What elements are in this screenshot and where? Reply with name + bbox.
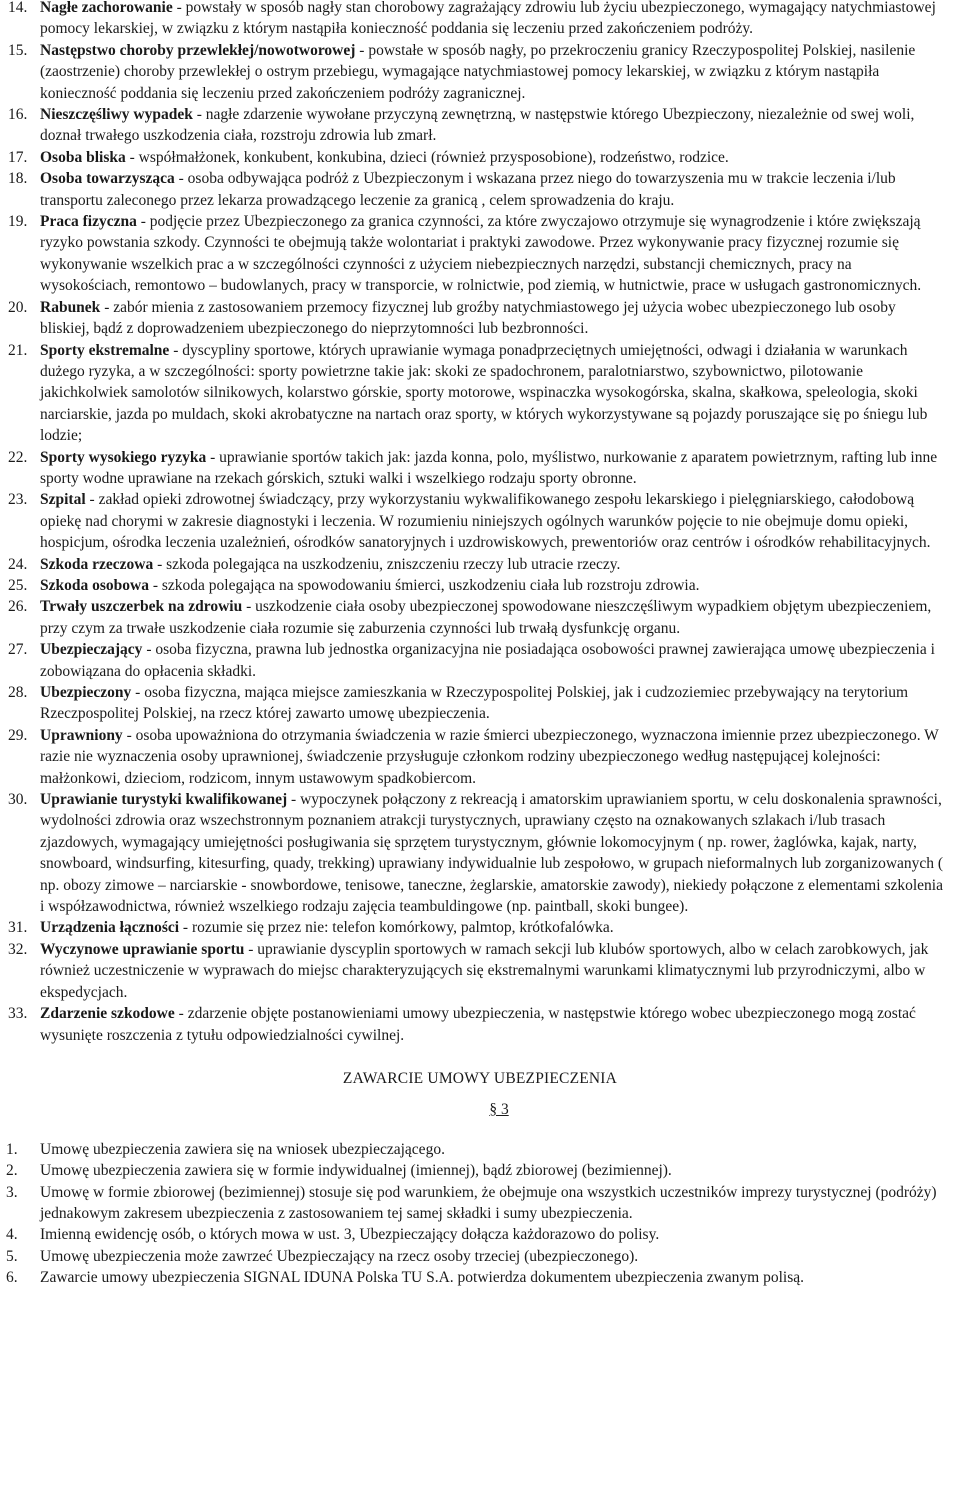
definition-item: [0, 40, 960, 104]
definition-item: [0, 725, 960, 789]
clause-text: Umowę w formie zbiorowej (bezimiennej) stosuje się pod warunkiem, że obejmuje ona wszystkich uczestników imprezy turystycznej (podróży) jednakowym zakresem ubezpieczenia z zastosowaniem tej samej składki i sumy ubezpieczenia.: [40, 1183, 937, 1222]
item-number: 29.: [8, 726, 28, 744]
term-separator: -: [355, 41, 369, 59]
definition-term: Osoba bliska: [40, 148, 126, 166]
term-separator: -: [287, 791, 301, 809]
definition-term: Urządzenia łączności: [40, 919, 180, 937]
definition-text: podjęcie przez Ubezpieczonego za granica czynności, za które zwyczajowo otrzymuje się wynagrodzenie i które zwiększają ryzyko powstania szkody. Czynności te obejmują także wolontariat i praktyki zawodowe. Przez wykonywanie pracy fizycznej rozumie się wykonywanie wszelkich prac a w szczególności czynności z użyciem niebezpiecznych narzędzi, substancji chemicznych, pracy na wysokościach, remontowo – budowlanych, pracy w transporcie, w rolnictwie, pod ziemią, w hutnictwie, prace w usługach gastronomicznych.: [40, 213, 922, 295]
term-separator: -: [206, 448, 220, 466]
clause-number: 3.: [6, 1183, 18, 1201]
clause-number: 6.: [6, 1269, 18, 1287]
clause-number: 4.: [6, 1226, 18, 1244]
definition-text: nagłe zdarzenie wywołane przyczyną zewnętrzną, w następstwie którego Ubezpieczony, niezależnie od swej woli, doznał trwałego uszkodzenia ciała, rozstroju zdrowia lub zmarł.: [40, 106, 915, 145]
definition-item: [0, 104, 960, 147]
item-number: 25.: [8, 576, 28, 594]
definition-text: uprawianie dyscyplin sportowych w ramach sekcji lub klubów sportowych, albo w celach zarobkowych, jak również uczestniczenie w wyprawach do miejsc charakteryzujących się ekstremalnymi warunkami klimatycznymi lub przyrodniczymi, albo w ekspedycjach.: [40, 940, 929, 1001]
definition-term: Szpital: [40, 491, 86, 509]
term-separator: -: [136, 213, 150, 231]
definition-text: szkoda polegająca na spowodowaniu śmierci, uszkodzeniu ciała lub rozstroju zdrowia.: [161, 576, 700, 594]
definition-text: osoba upoważniona do otrzymania świadczenia w razie śmierci ubezpieczonego, wyznaczona imiennie przez ubezpieczonego. W razie nie wyznaczenia osoby uprawnionej, świadczenie przysługuje członkom rodziny ubezpieczonego według następującej kolejności: małżonkowi, dzieciom, rodzicom, innym ustawowym spadkobiercom.: [40, 726, 939, 787]
definition-term: Zdarzenie szkodowe: [40, 1005, 175, 1023]
item-number: 14.: [8, 0, 28, 16]
item-number: 15.: [8, 41, 28, 59]
definition-item: [0, 939, 960, 1003]
definition-text: dyscypliny sportowe, których uprawianie wymaga ponadprzeciętnych umiejętności, odwagi i działania w warunkach dużego ryzyka, a w szczególności: sporty powietrzne takie jak: skoki ze spadochronem, paralotniarstwo, szybownictwo, pilotowanie jakichkolwiek samolotów silnikowych, kolarstwo górskie, sporty motorowe, wspinaczka wysokogórska, skalna, skałkowa, speleologia, skoki narciarskie, jazda po muldach, skoki akrobatyczne na nartach oraz sporty, w których wykorzystywane są pojazdy poruszające się po śniegu lub lodzie;: [40, 341, 928, 445]
term-separator: -: [100, 298, 114, 316]
item-number: 33.: [8, 1005, 28, 1023]
definition-term: Ubezpieczający: [40, 641, 143, 659]
item-number: 17.: [8, 148, 28, 166]
term-separator: -: [125, 148, 139, 166]
definition-item: [0, 575, 960, 596]
definition-text: zdarzenie objęte postanowieniami umowy ubezpieczenia, w następstwie którego wobec ubezpieczonego mogą zostać wysunięte roszczenia z tytułu odpowiedzialności cywilnej.: [40, 1005, 916, 1044]
definition-item: [0, 297, 960, 340]
definition-term: Praca fizyczna: [40, 213, 137, 231]
definition-text: zakład opieki zdrowotnej świadczący, przy wykorzystaniu wykwalifikowanego zespołu lekarskiego i pielęgniarskiego, całodobową opiekę nad chorymi w zakresie diagnostyki i leczenia. W rozumieniu niniejszych ogólnych warunków pojęcie to nie obejmuje domu opieki, hospicjum, ośrodka leczenia uzależnień, ośrodków sanatoryjnych i uzdrowiskowych, prewentoriów oraz centrów i ośrodków rehabilitacyjnych.: [40, 491, 931, 552]
definition-item: [0, 789, 960, 917]
term-separator: -: [153, 555, 167, 573]
definition-item: [0, 211, 960, 297]
clause-number: 2.: [6, 1162, 18, 1180]
definition-item: [0, 1003, 960, 1046]
clauses-list: [0, 1139, 960, 1289]
definition-text: współmałżonek, konkubent, konkubina, dzieci (również przysposobione), rodzeństwo, rodzice.: [138, 148, 729, 166]
term-separator: -: [192, 106, 206, 124]
definition-term: Osoba towarzysząca: [40, 170, 175, 188]
clause-text: Zawarcie umowy ubezpieczenia SIGNAL IDUNA Polska TU S.A. potwierdza dokumentem ubezpieczenia zwanym polisą.: [40, 1269, 805, 1287]
item-number: 27.: [8, 641, 28, 659]
item-number: 28.: [8, 684, 28, 701]
clause-item: [0, 1160, 960, 1181]
definition-term: Następstwo choroby przewlekłej/nowotworowej: [40, 41, 356, 59]
definition-item: [0, 168, 960, 211]
definition-text: rozumie się przez nie: telefon komórkowy, palmtop, krótkofalówka.: [191, 919, 614, 937]
definition-item: [0, 147, 960, 168]
term-separator: -: [85, 491, 99, 509]
definition-text: powstałe w sposób nagły, po przekroczeniu granicy Rzeczypospolitej Polskiej, nasilenie (zaostrzenie) choroby przewlekłej o ostrym przebiegu, wymagające natychmiastowej pomocy lekarskiej, w związku z którym nastąpiła konieczność poddania się leczeniu przed zakończeniem podróży zagranicznej.: [40, 41, 916, 102]
item-number: 19.: [8, 213, 28, 231]
term-separator: -: [174, 1005, 188, 1023]
definition-item: [0, 596, 960, 639]
definition-term: Ubezpieczony: [40, 684, 132, 701]
item-number: 24.: [8, 555, 28, 573]
definition-text: zabór mienia z zastosowaniem przemocy fizycznej lub groźby natychmiastowego jej użycia wobec ubezpieczonego lub osoby bliskiej, bądź z doprowadzeniem ubezpieczonego do nieprzytomności lub bezbronności.: [40, 298, 896, 338]
definition-term: Wyczynowe uprawianie sportu: [40, 940, 245, 958]
term-separator: -: [142, 641, 156, 659]
clause-text: Umowę ubezpieczenia może zawrzeć Ubezpieczający na rzecz osoby trzeciej (ubezpieczonego).: [40, 1247, 639, 1265]
clause-item: [0, 1267, 960, 1288]
clause-text: Imienną ewidencję osób, o których mowa w ust. 3, Ubezpieczający dołącza każdorazowo do polisy.: [40, 1226, 660, 1244]
definition-text: uszkodzenie ciała osoby ubezpieczonej spowodowane nieszczęśliwym wypadkiem objętym ubezpieczeniem, przy czym za trwałe uszkodzenie ciała rozumie się zaburzenia czynności lub trwałą dysfunkcję organu.: [40, 598, 932, 637]
definition-text: wypoczynek połączony z rekreacją i amatorskim uprawianiem sportu, w celu doskonalenia sprawności, wydolności zdrowia oraz wszechstronnym poznaniem atrakcji turystycznych, uprawiany często na oznakowanych szlakach i/lub trasach zjazdowych, wymagający umiejętności posługiwania się sprzętem turystycznym, głównie lokomocyjnym ( np. rower, żaglówka, kajak, narty, snowboard, windsurfing, kitesurfing, quady, trekking) uprawiany indywidualnie lub zespołowo, w grupach nieformalnych lub zorganizowanych ( np. obozy zimowe – narciarskie - snowbordowe, tenisowe, taneczne, żeglarskie, amatorskie zawody), niekiedy połączone z elementami szkolenia i współzawodnictwa, również wszelkiego rodzaju zajęcia teambuldingowe (np. paintball, skoki bungee).: [40, 791, 944, 916]
clause-item: [0, 1182, 960, 1225]
term-separator: -: [169, 341, 183, 359]
term-separator: -: [148, 576, 162, 594]
definition-item: [0, 340, 960, 447]
definition-term: Sporty wysokiego ryzyka: [40, 448, 207, 466]
clause-item: [0, 1246, 960, 1267]
definition-text: osoba odbywająca podróż z Ubezpieczonym i wskazana przez niego do towarzyszenia mu w trakcie leczenia i/lub transportu zaleconego przez lekarza prowadzącego leczenie za granicą , celem sprowadzenia do kraju.: [40, 170, 896, 209]
item-number: 21.: [8, 341, 28, 359]
definition-term: Uprawianie turystyki kwalifikowanej: [40, 791, 288, 809]
definition-item: [0, 639, 960, 682]
definition-term: Szkoda osobowa: [40, 576, 149, 594]
definition-item: [0, 0, 960, 40]
section-title: ZAWARCIE UMOWY UBEZPIECZENIA: [342, 1069, 618, 1087]
definition-item: [0, 554, 960, 575]
definition-text: uprawianie sportów takich jak: jazda konna, polo, myślistwo, nurkowanie z aparatem powietrznym, rafting lub inne sporty wodne uprawiane na rzekach górskich, sztuki walki i wszelkiego rodzaju sporty obronne.: [40, 448, 938, 487]
term-separator: -: [179, 919, 192, 937]
definition-item: [0, 917, 960, 938]
clause-text: Umowę ubezpieczenia zawiera się na wniosek ubezpieczającego.: [40, 1140, 445, 1158]
section-paragraph-mark: [0, 1099, 960, 1120]
definition-term: Rabunek: [40, 298, 101, 316]
item-number: 16.: [8, 106, 28, 124]
term-separator: -: [131, 684, 145, 701]
item-number: 30.: [8, 791, 28, 809]
definition-term: Uprawniony: [40, 726, 123, 744]
term-separator: -: [242, 598, 256, 616]
item-number: 32.: [8, 940, 28, 958]
definition-text: szkoda polegająca na uszkodzeniu, zniszczeniu rzeczy lub utracie rzeczy.: [166, 555, 621, 573]
definition-term: Sporty ekstremalne: [40, 341, 170, 359]
definition-term: Trwały uszczerbek na zdrowiu: [40, 598, 243, 616]
definition-term: Szkoda rzeczowa: [40, 555, 154, 573]
term-separator: -: [122, 726, 136, 744]
term-separator: -: [172, 0, 186, 16]
item-number: 23.: [8, 491, 28, 509]
definition-text: osoba fizyczna, mająca miejsce zamieszkania w Rzeczypospolitej Polskiej, jak i cudzoziemiec przebywający na terytorium Rzeczpospolitej Polskiej, na rzecz której zawarto umowę ubezpieczenia.: [40, 684, 909, 723]
clause-text: Umowę ubezpieczenia zawiera się w formie indywidualnej (imiennej), bądź zbiorowej (bezimiennej).: [40, 1162, 672, 1180]
spacer: [0, 1121, 960, 1139]
definition-text: powstały w sposób nagły stan chorobowy zagrażający zdrowiu lub życiu ubezpieczonego, wymagający natychmiastowej pomocy lekarskiej, w związku z którym nastąpiła konieczność poddania się leczeniu przed zakończeniem podróży.: [40, 0, 936, 38]
definition-item: [0, 447, 960, 490]
item-number: 31.: [8, 919, 28, 937]
term-separator: -: [174, 170, 188, 188]
paragraph-mark: § 3: [489, 1101, 509, 1119]
item-number: 18.: [8, 170, 28, 188]
term-separator: -: [244, 940, 258, 958]
clause-item: [0, 1224, 960, 1245]
clause-number: 1.: [6, 1140, 18, 1158]
definition-term: Nagłe zachorowanie: [40, 0, 173, 16]
item-number: 20.: [8, 298, 28, 316]
clause-item: [0, 1139, 960, 1160]
definition-text: osoba fizyczna, prawna lub jednostka organizacyjna nie posiadająca osobowości prawnej zawierająca umowę ubezpieczenia i zobowiązana do opłacenia składki.: [40, 641, 935, 680]
definition-item: [0, 682, 960, 725]
definition-item: [0, 489, 960, 553]
item-number: 26.: [8, 598, 28, 616]
item-number: 22.: [8, 448, 28, 466]
definition-term: Nieszczęśliwy wypadek: [40, 106, 193, 124]
clause-number: 5.: [6, 1247, 18, 1265]
